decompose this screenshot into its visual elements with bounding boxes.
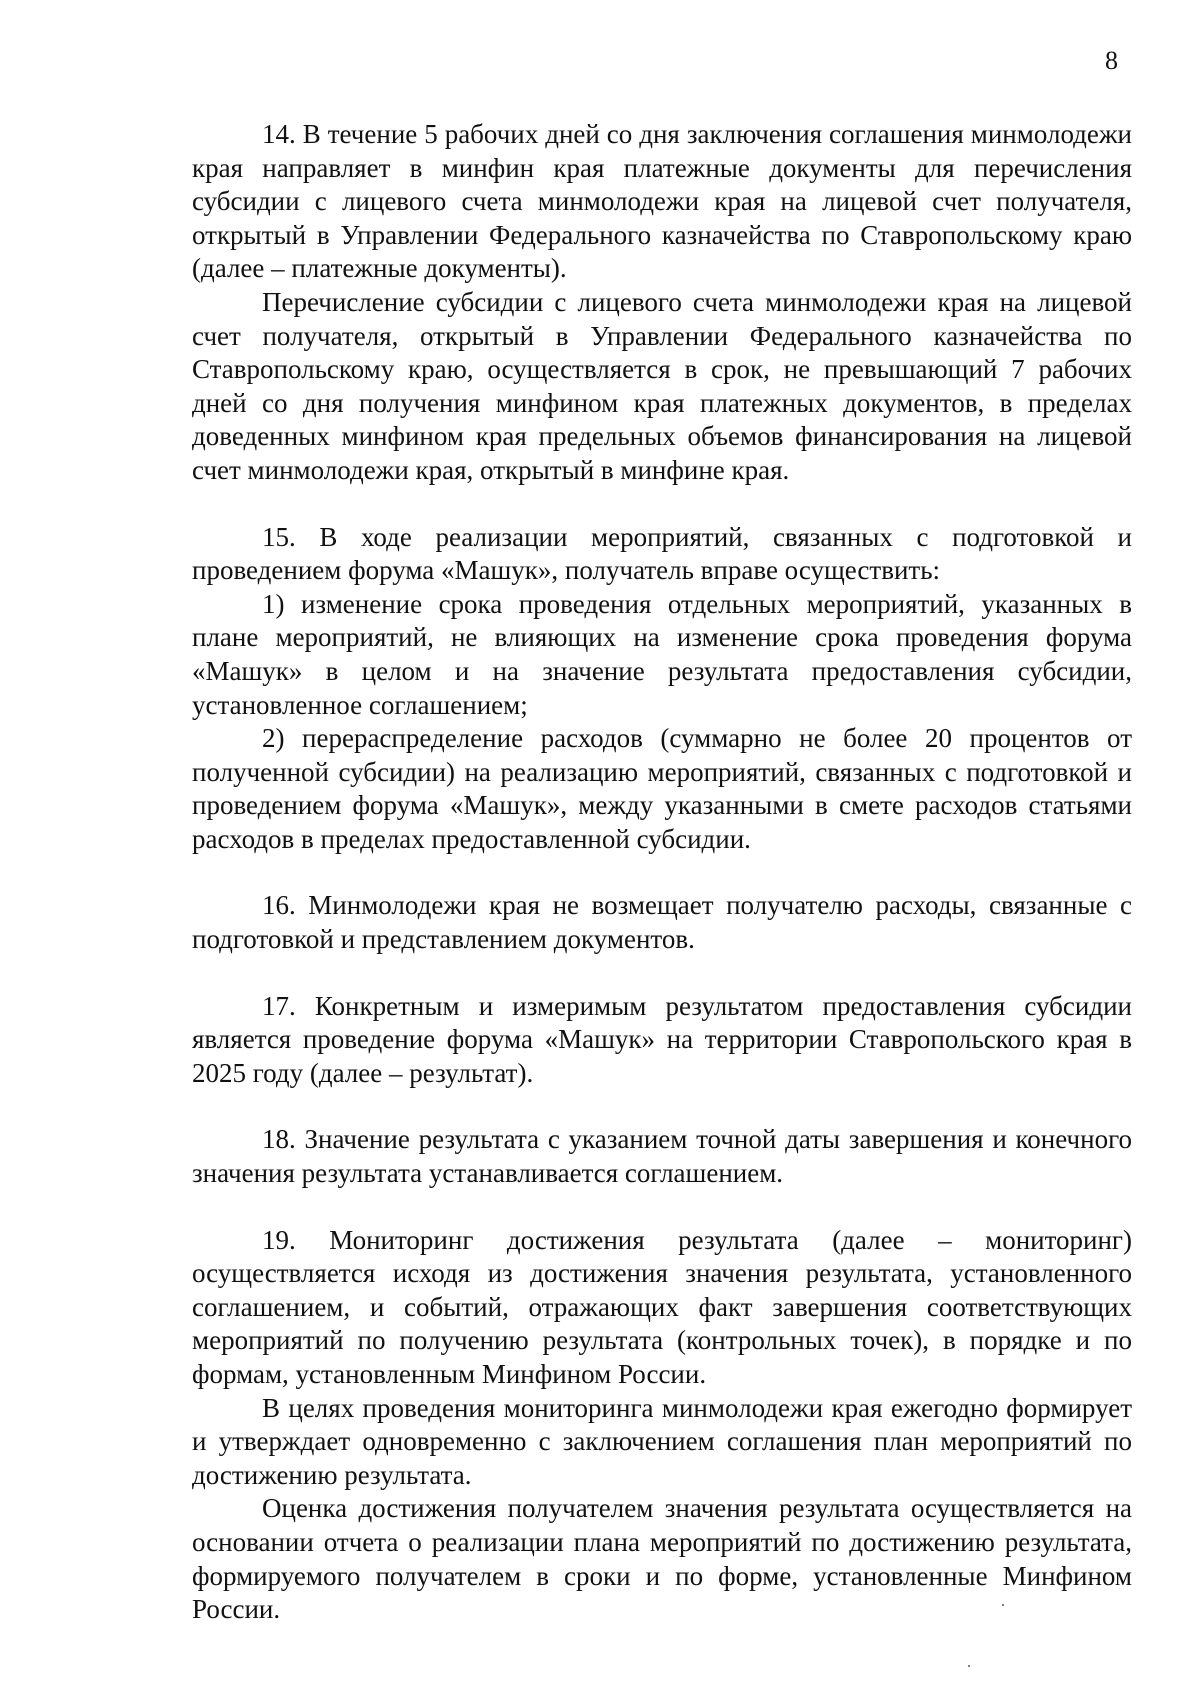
scan-speck	[1002, 1604, 1004, 1606]
section-spacer	[192, 488, 1132, 521]
paragraph-15-1: 15. В ходе реализации мероприятий, связанных с подготовкой и проведением форума «Машук», получатель вправе осуществить:	[192, 521, 1132, 586]
section-spacer	[192, 1191, 1132, 1224]
scan-speck	[968, 1665, 970, 1667]
paragraph-18-1: 18. Значение результата с указанием точной даты завершения и конечного значения результата устанавливается соглашением.	[192, 1124, 1132, 1189]
section-18	[192, 1123, 1132, 1190]
section-spacer	[192, 957, 1132, 990]
paragraph-15-item-2: 2) перераспределение расходов (суммарно не более 20 процентов от полученной субсидии) на реализацию мероприятий, связанных с подготовкой и проведением форума «Машук», между указанными в смете расходов статьями расходов в пределах предоставленной субсидии.	[192, 723, 1132, 854]
paragraph-19-3: Оценка достижения получателем значения результата осуществляется на основании отчета о реализации плана мероприятий по достижению результата, формируемого получателем в сроки и по форме, установленные Минфином России.	[192, 1493, 1132, 1625]
section-spacer	[192, 856, 1132, 889]
section-17	[192, 990, 1132, 1091]
page-number: 8	[1105, 46, 1118, 75]
section-spacer	[192, 1090, 1132, 1123]
paragraph-19-2: В целях проведения мониторинга минмолодежи края ежегодно формирует и утверждает одновременно с заключением соглашения план мероприятий по достижению результата.	[192, 1392, 1132, 1490]
document-body	[192, 118, 1132, 1627]
section-19	[192, 1224, 1132, 1627]
paragraph-14-2: Перечисление субсидии с лицевого счета минмолодежи края на лицевой счет получателя, открытый в Управлении Федерального казначейства по Ставропольскому краю, осуществляется в срок, не превышающий 7 рабочих дней со дня получения минфином края платежных документов, в пределах доведенных минфином края предельных объемов финансирования на лицевой счет минмолодежи края, открытый в минфине края.	[192, 286, 1132, 485]
section-14	[192, 118, 1132, 488]
paragraph-19-1: 19. Мониторинг достижения результата (далее – мониторинг) осуществляется исходя из достижения значения результата, установленного соглашением, и событий, отражающих факт завершения соответствующих мероприятий по получению результата (контрольных точек), в порядке и по формам, установленным Минфином России.	[192, 1224, 1132, 1389]
paragraph-14-1: 14. В течение 5 рабочих дней со дня заключения соглашения минмолодежи края направляет в минфин края платежные документы для перечисления субсидии с лицевого счета минмолодежи края на лицевой счет получателя, открытый в Управлении Федерального казначейства по Ставропольскому краю (далее – платежные документы).	[192, 119, 1132, 284]
section-15	[192, 521, 1132, 857]
paragraph-17-1: 17. Конкретным и измеримым результатом предоставления субсидии является проведение форума «Машук» на территории Ставропольского края в 2025 году (далее – результат).	[192, 990, 1132, 1088]
paragraph-15-item-1: 1) изменение срока проведения отдельных мероприятий, указанных в плане мероприятий, не влияющих на изменение срока проведения форума «Машук» в целом и на значение результата предоставления субсидии, установленное соглашением;	[192, 588, 1132, 720]
paragraph-16-1: 16. Минмолодежи края не возмещает получателю расходы, связанные с подготовкой и представлением документов.	[192, 890, 1132, 955]
section-16	[192, 889, 1132, 956]
